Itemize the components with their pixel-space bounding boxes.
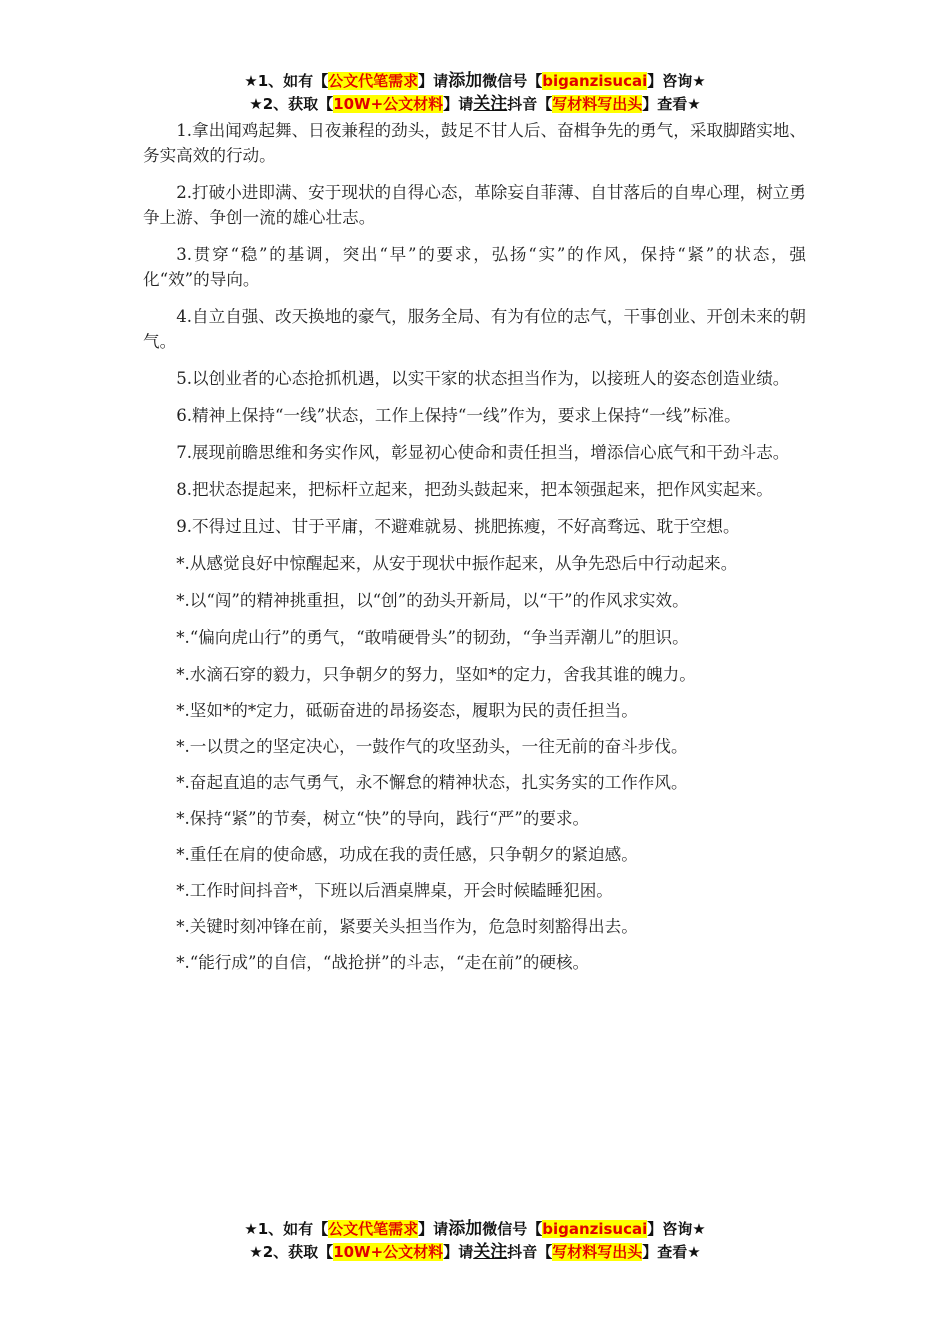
- emph-add: 添加: [448, 1219, 483, 1239]
- wechat-account: biganzisucai: [542, 72, 648, 90]
- banner-text: 微信号【: [482, 72, 543, 90]
- paragraph: *.关键时刻冲锋在前，紧要关头担当作为，危急时刻豁得出去。: [176, 917, 638, 936]
- banner-text: 抖音【: [507, 95, 553, 113]
- paragraph: *.坚如*的*定力，砥砺奋进的昂扬姿态，履职为民的责任担当。: [176, 701, 638, 720]
- emph-follow: 关注: [473, 1242, 508, 1262]
- paragraph: 3.贯穿“稳”的基调，突出“早”的要求，弘扬“实”的作风，保持“紧”的状态，强化“效”的导向。: [143, 245, 806, 289]
- footer-banner: [0, 1218, 950, 1264]
- header-banner: [0, 70, 950, 116]
- paragraph: 2.打破小进即满、安于现状的自得心态，革除妄自菲薄、自甘落后的自卑心理，树立勇争上游、争创一流的雄心壮志。: [143, 183, 806, 227]
- paragraph: *.一以贯之的坚定决心，一鼓作气的攻坚劲头，一往无前的奋斗步伐。: [176, 737, 688, 756]
- banner-text: 微信号【: [482, 1220, 543, 1238]
- banner-text: 】请: [418, 1220, 449, 1238]
- paragraph: 1.拿出闻鸡起舞、日夜兼程的劲头，鼓足不甘人后、奋楫争先的勇气，采取脚踏实地、务实高效的行动。: [143, 121, 806, 165]
- paragraph: *.从感觉良好中惊醒起来，从安于现状中振作起来，从争先恐后中行动起来。: [176, 554, 738, 573]
- douyin-account: 写材料写出头: [552, 1243, 643, 1261]
- highlight-need: 公文代笔需求: [328, 72, 419, 90]
- banner-text: 】请: [443, 1243, 474, 1261]
- banner-line-2: [0, 93, 950, 116]
- paragraph: *.水滴石穿的毅力，只争朝夕的努力，坚如*的定力，舍我其谁的魄力。: [176, 665, 696, 684]
- banner-text: 】咨询★: [647, 1220, 706, 1238]
- banner-text: 】请: [418, 72, 449, 90]
- banner-text: 】请: [443, 95, 474, 113]
- footer-line-1: [0, 1218, 950, 1241]
- banner-line-1: [0, 70, 950, 93]
- banner-text: 抖音【: [507, 1243, 553, 1261]
- paragraph: *.保持“紧”的节奏，树立“快”的导向，践行“严”的要求。: [176, 809, 590, 828]
- paragraph: *.以“闯”的精神挑重担，以“创”的劲头开新局，以“干”的作风求实效。: [176, 591, 689, 610]
- banner-text: 】查看★: [642, 1243, 701, 1261]
- paragraph: *.工作时间抖音*，下班以后酒桌牌桌，开会时候瞌睡犯困。: [176, 881, 613, 900]
- emph-follow: 关注: [473, 94, 508, 114]
- highlight-need: 公文代笔需求: [328, 1220, 419, 1238]
- banner-text: ★2、获取【: [249, 1243, 334, 1261]
- paragraph: *.重任在肩的使命感，功成在我的责任感，只争朝夕的紧迫感。: [176, 845, 638, 864]
- highlight-materials: 10W+公文材料: [333, 95, 444, 113]
- banner-text: ★1、如有【: [244, 72, 329, 90]
- douyin-account: 写材料写出头: [552, 95, 643, 113]
- paragraph: 8.把状态提起来，把标杆立起来，把劲头鼓起来，把本领强起来，把作风实起来。: [176, 480, 773, 499]
- highlight-materials: 10W+公文材料: [333, 1243, 444, 1261]
- wechat-account: biganzisucai: [542, 1220, 648, 1238]
- paragraph: 4.自立自强、改天换地的豪气，服务全局、有为有位的志气，干事创业、开创未来的朝气。: [143, 307, 806, 351]
- paragraph: 7.展现前瞻思维和务实作风，彰显初心使命和责任担当，增添信心底气和干劲斗志。: [176, 443, 790, 462]
- paragraph: 9.不得过且过、甘于平庸，不避难就易、挑肥拣瘦，不好高骛远、耽于空想。: [176, 517, 740, 536]
- paragraph: 6.精神上保持“一线”状态，工作上保持“一线”作为，要求上保持“一线”标准。: [176, 406, 741, 425]
- paragraph: *.“能行成”的自信，“战抢拼”的斗志，“走在前”的硬核。: [176, 953, 590, 972]
- document-body: [143, 118, 806, 986]
- emph-add: 添加: [448, 71, 483, 91]
- paragraph: 5.以创业者的心态抢抓机遇，以实干家的状态担当作为，以接班人的姿态创造业绩。: [176, 369, 790, 388]
- banner-text: 】查看★: [642, 95, 701, 113]
- paragraph: *.“偏向虎山行”的勇气，“敢啃硬骨头”的韧劲，“争当弄潮儿”的胆识。: [176, 628, 689, 647]
- banner-text: ★2、获取【: [249, 95, 334, 113]
- paragraph: *.奋起直追的志气勇气，永不懈怠的精神状态，扎实务实的工作作风。: [176, 773, 688, 792]
- banner-text: ★1、如有【: [244, 1220, 329, 1238]
- footer-line-2: [0, 1241, 950, 1264]
- banner-text: 】咨询★: [647, 72, 706, 90]
